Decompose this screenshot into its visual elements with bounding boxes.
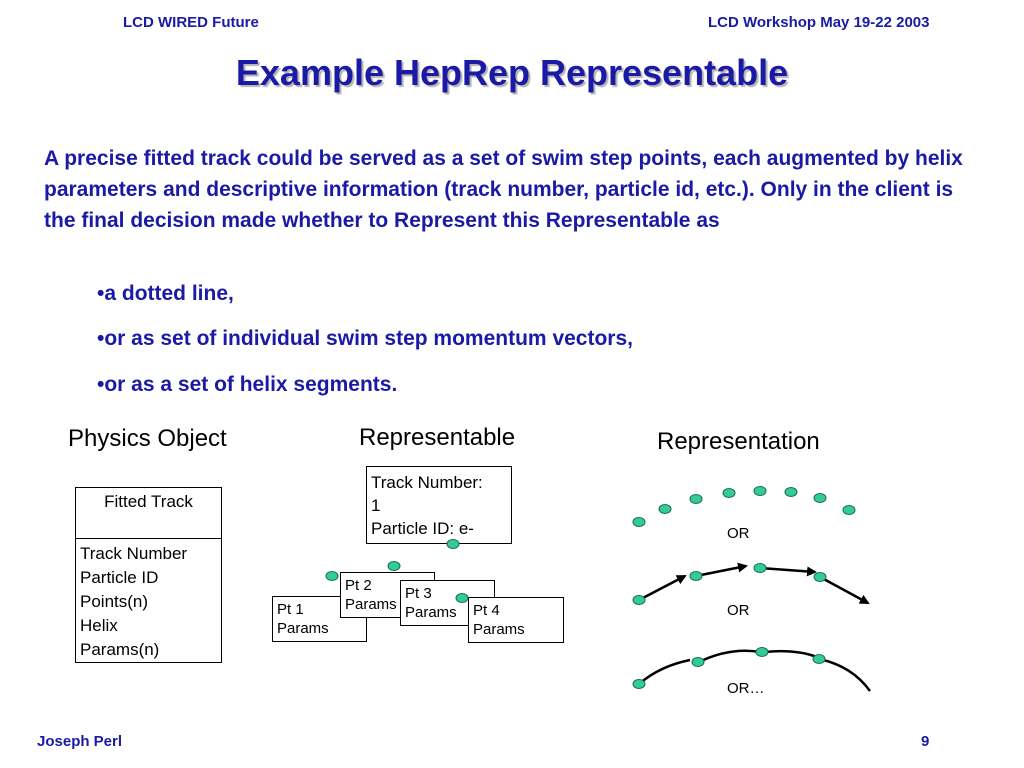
point-marker xyxy=(692,658,704,667)
point-marker xyxy=(723,489,735,498)
point-marker xyxy=(813,655,825,664)
representable-heading: Representable xyxy=(359,424,516,451)
or-label-1: OR xyxy=(727,525,750,542)
point-marker xyxy=(659,505,671,514)
point-marker xyxy=(690,495,702,504)
physics-object-heading: Physics Object xyxy=(68,425,227,452)
point-name: Pt 3 xyxy=(405,585,432,602)
intro-paragraph: A precise fitted track could be served as a set of swim step points, each augmented by helix parameters and descriptive information (track number, particle id, etc.). Only in the client is the final decision made whether to Represent this Representable as xyxy=(44,147,963,232)
track-number-value: 1 xyxy=(371,496,381,515)
attribute-particle-id: Particle ID xyxy=(80,568,159,587)
particle-id-label: Particle ID: e- xyxy=(371,519,474,538)
point-box-4 xyxy=(468,597,564,643)
point-params: Params xyxy=(277,620,329,637)
point-marker xyxy=(690,572,702,581)
representation-heading: Representation xyxy=(657,428,820,455)
dotted-line-representation xyxy=(633,487,855,527)
point-marker xyxy=(843,506,855,515)
or-label-3: OR… xyxy=(727,680,765,697)
point-name: Pt 4 xyxy=(473,602,500,619)
point-marker xyxy=(633,680,645,689)
page-number: 9 xyxy=(921,733,930,750)
point-marker xyxy=(754,487,766,496)
point-marker xyxy=(814,573,826,582)
point-params: Params xyxy=(345,596,397,613)
point-marker xyxy=(326,572,338,581)
point-name: Pt 1 xyxy=(277,601,304,618)
fitted-track-attributes-box xyxy=(75,538,222,663)
slide-title: Example HepRep Representable xyxy=(235,52,789,93)
point-marker xyxy=(785,488,797,497)
momentum-vectors-representation xyxy=(639,566,868,603)
point-marker xyxy=(756,648,768,657)
point-marker xyxy=(388,562,400,571)
fitted-track-label: Fitted Track xyxy=(104,492,193,511)
attribute-points: Points(n) xyxy=(80,592,149,611)
track-number-label: Track Number: xyxy=(371,473,483,492)
attribute-params: Params(n) xyxy=(80,640,160,659)
footer-author: Joseph Perl xyxy=(37,733,123,750)
header-left-title: LCD WIRED Future xyxy=(123,14,259,31)
bullet-helix-segments: •or as a set of helix segments. xyxy=(97,373,398,396)
point-params: Params xyxy=(405,604,457,621)
bullet-momentum-vectors: •or as set of individual swim step momentum vectors, xyxy=(97,327,633,350)
point-marker xyxy=(633,518,645,527)
header-right-title: LCD Workshop May 19-22 2003 xyxy=(708,14,930,31)
attribute-track-number: Track Number xyxy=(80,544,188,563)
fitted-track-class-box xyxy=(75,487,222,539)
bullet-dotted-line: •a dotted line, xyxy=(97,282,234,305)
point-name: Pt 2 xyxy=(345,577,372,594)
point-marker xyxy=(633,596,645,605)
point-params: Params xyxy=(473,621,525,638)
point-marker xyxy=(754,564,766,573)
point-marker xyxy=(814,494,826,503)
or-label-2: OR xyxy=(727,602,750,619)
representable-track-box xyxy=(366,466,512,544)
attribute-helix: Helix xyxy=(80,616,118,635)
